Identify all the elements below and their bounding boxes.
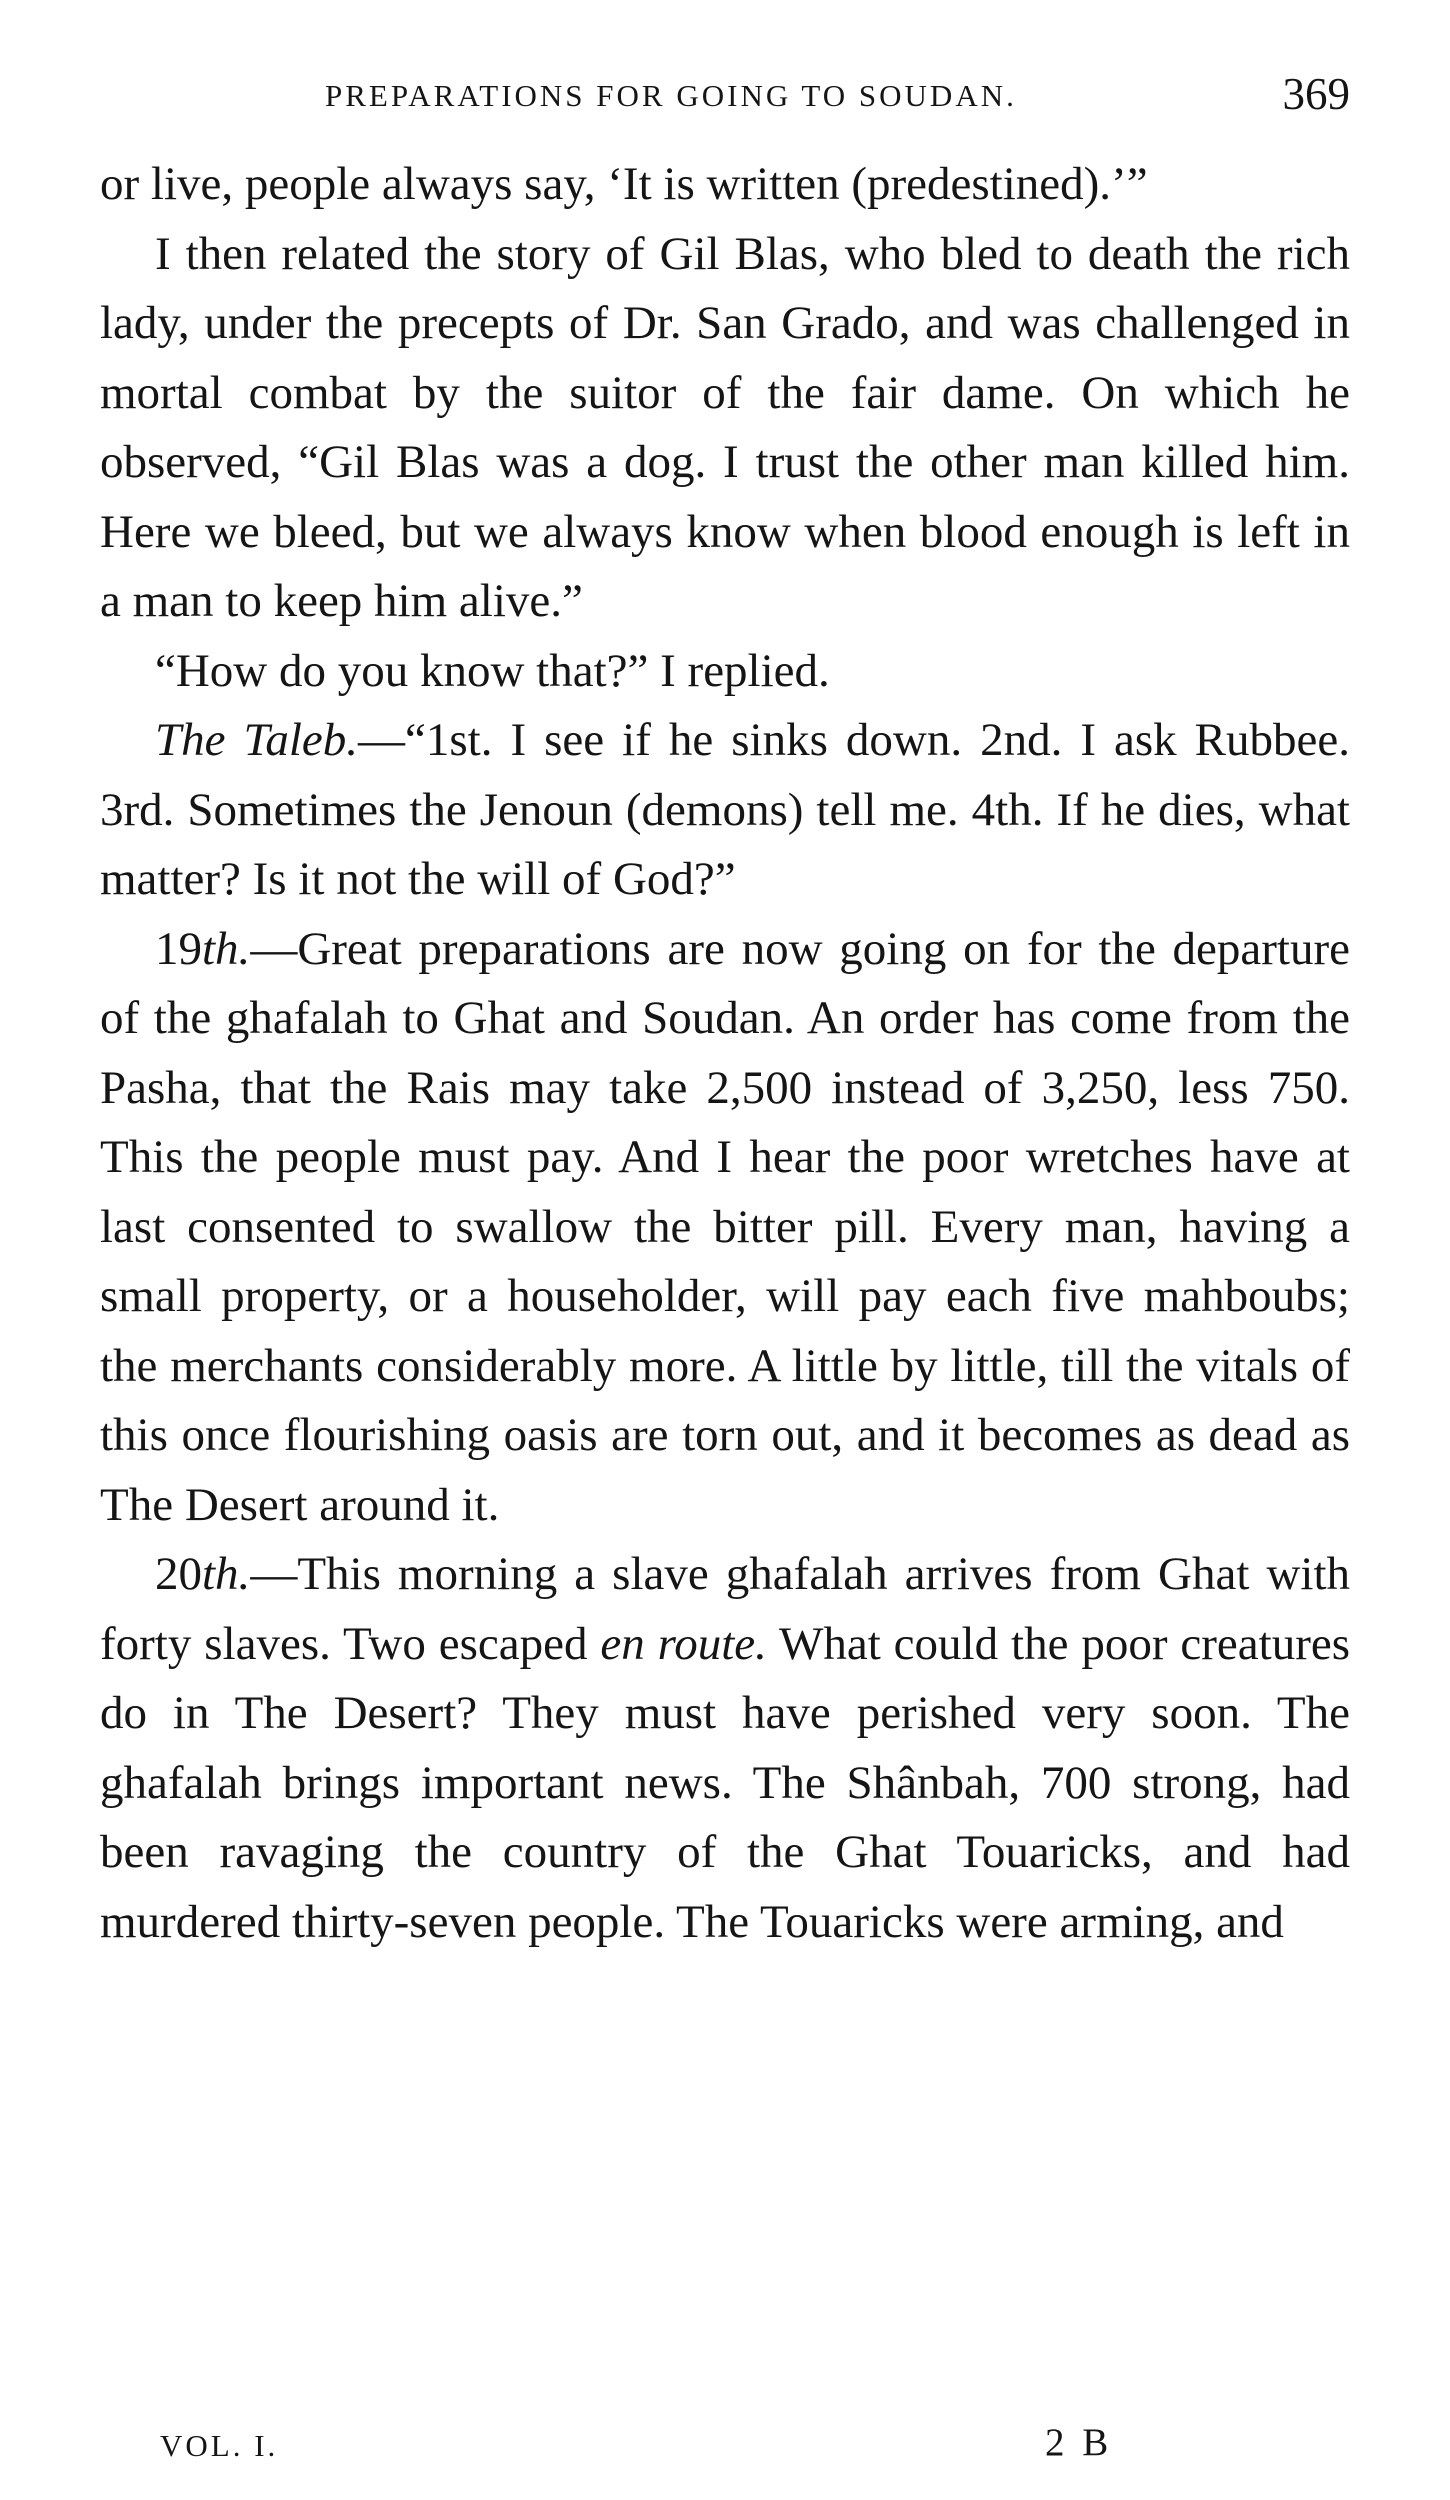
date-number: 20 bbox=[155, 1548, 202, 1600]
speaker-label: The Taleb. bbox=[155, 714, 359, 766]
paragraph-gil-blas: I then related the story of Gil Blas, who bled to death the rich lady, under the precepts of Dr. San Grado, and was challenged in mortal combat by the suitor of the fair dame. On which he observed, “Gil Blas was a dog. I trust the other man killed him. Here we bleed, but we always know when blood enough is left in a man to keep him alive.” bbox=[100, 227, 1350, 627]
paragraph-question: “How do you know that?” I replied. bbox=[155, 644, 830, 697]
paragraph-continuation: or live, people always say, ‘It is written (predestined).’” bbox=[100, 158, 1148, 210]
entry-text: —Great preparations are now going on for the departure of the ghafalah to Ghat and Soudan. An order has come from the Pasha, that the Rais may take 2,500 instead of 3,250, less 750. This the people must pay. And I hear the poor wretches have at last consented to swallow the bitter pill. Every man, having a small property, or a householder, will pay each five mahboubs; the merchants considerably more. A little by little, till the vitals of this once flourishing oasis are torn out, and it becomes as dead as The Desert around it. bbox=[100, 922, 1350, 1531]
taleb-reply: —“1st. I see if he sinks down. 2nd. I ask Rubbee. 3rd. Sometimes the Jenoun (demons) tell me. 4th. If he dies, what matter? Is it not the will of God?” bbox=[100, 714, 1350, 905]
body-text bbox=[100, 150, 1350, 1957]
signature-mark: 2 B bbox=[1045, 2421, 1113, 2464]
page-footer bbox=[100, 2420, 1350, 2480]
page-number: 369 bbox=[1282, 69, 1350, 119]
entry-text-start: —This morning a slave ghafalah arrives from Ghat with forty slaves. Two escaped bbox=[100, 1548, 1350, 1670]
volume-mark: VOL. I. bbox=[160, 2428, 279, 2463]
running-head: PREPARATIONS FOR GOING TO SOUDAN. bbox=[325, 78, 1017, 113]
date-number: 19 bbox=[155, 922, 202, 975]
entry-text-end: What could the poor creatures do in The Desert? They must have perished very soon. The ghafalah brings important news. The Shânbah, 700 strong, had been ravaging the country of the Ghat Touaricks, and had murdered thirty-seven people. The Touaricks were arming, and bbox=[100, 1617, 1351, 1948]
date-suffix: th. bbox=[202, 922, 251, 975]
page-header bbox=[100, 60, 1350, 150]
paragraph-19th bbox=[100, 915, 1350, 1541]
italic-phrase: en route. bbox=[600, 1617, 767, 1670]
book-page bbox=[100, 60, 1350, 2480]
date-suffix: th. bbox=[202, 1548, 251, 1600]
paragraph-taleb bbox=[100, 706, 1350, 915]
paragraph-20th bbox=[100, 1540, 1350, 1957]
